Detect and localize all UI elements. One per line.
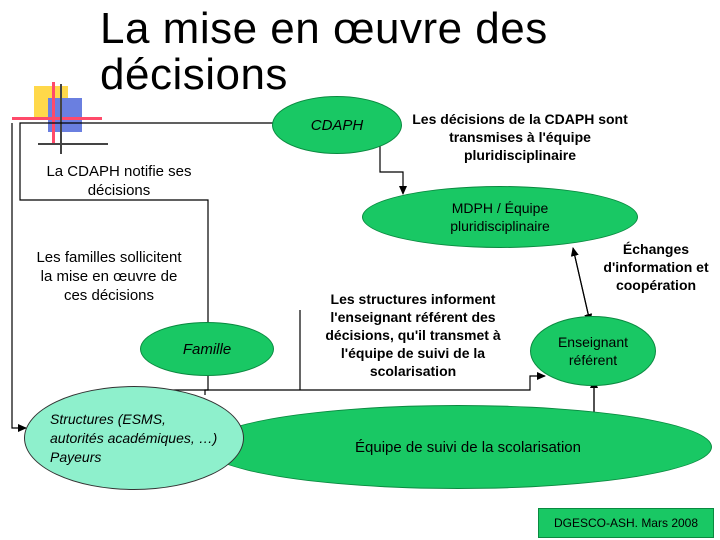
arrow-cdaph-to-structures — [12, 123, 26, 428]
slide-title-line1: La mise en œuvre des — [100, 4, 548, 53]
node-mdph — [362, 186, 638, 248]
annotation-structures-informent: Les structures informent l'enseignant référent des décisions, qu'il transmet à l'équipe de suivi de la scolarisation — [325, 291, 501, 379]
node-enseignant-label: Enseignant référent — [557, 334, 629, 368]
node-equipe-suivi — [204, 405, 712, 489]
annotation-notifie: La CDAPH notifie ses décisions — [46, 163, 192, 199]
annotation-familles: Les familles sollicitent la mise en œuvre de ces décisions — [36, 249, 182, 304]
node-mdph-label: MDPH / Équipe pluridisciplinaire — [450, 200, 550, 234]
node-famille-label: Famille — [182, 340, 232, 358]
node-cdaph — [272, 96, 402, 154]
footer-credit — [538, 508, 714, 538]
node-enseignant-referent — [530, 316, 656, 386]
annotation-transmises: Les décisions de la CDAPH sont transmises à l'équipe pluridisciplinaire — [412, 111, 628, 163]
footer-credit-text: DGESCO-ASH. Mars 2008 — [553, 516, 699, 530]
node-famille — [140, 322, 274, 376]
slide-title-line2: décisions — [100, 50, 288, 99]
node-structures-label: Structures (ESMS, autorités académiques, …) Payeurs — [50, 410, 218, 465]
annotation-echanges: Échanges d'information et coopération — [603, 241, 709, 293]
node-cdaph-label: CDAPH — [310, 116, 364, 134]
node-structures — [24, 386, 244, 490]
node-equipe-suivi-label: Équipe de suivi de la scolarisation — [355, 438, 581, 456]
